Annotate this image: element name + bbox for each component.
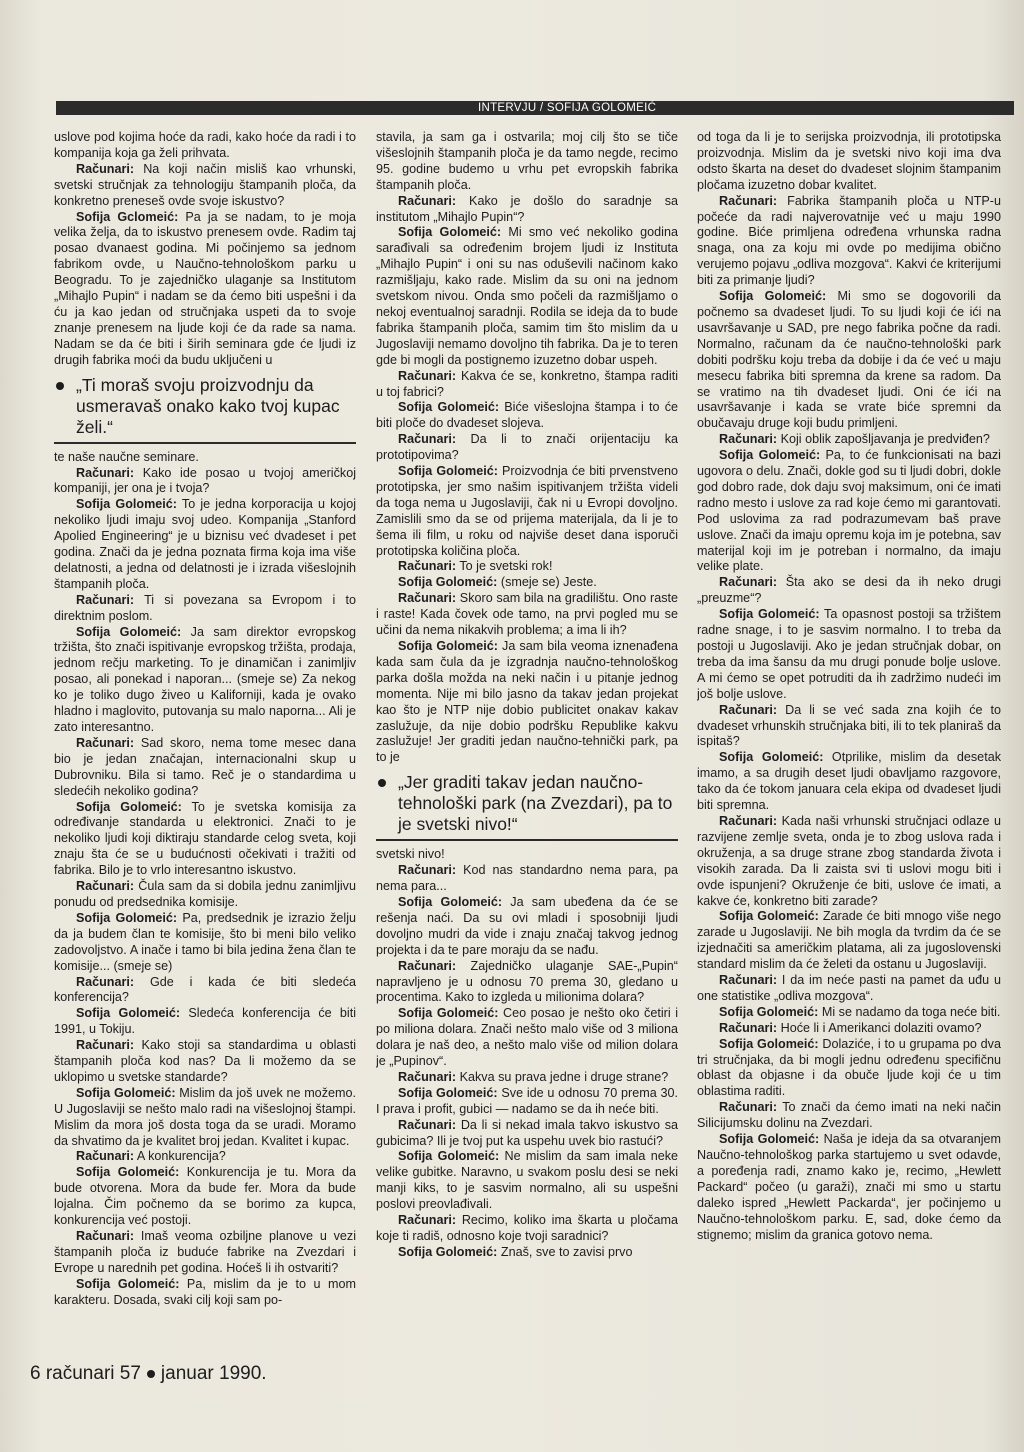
speaker-label: Sofija Gclomeić: bbox=[76, 209, 179, 224]
paragraph bbox=[697, 575, 1001, 607]
speaker-label: Sofija Golomeić: bbox=[719, 607, 820, 622]
paragraph bbox=[697, 1132, 1001, 1243]
paragraph bbox=[376, 1149, 678, 1213]
footer-issue: 6 računari 57 bbox=[30, 1363, 141, 1384]
page-footer bbox=[30, 1362, 267, 1386]
paragraph bbox=[376, 863, 678, 895]
speaker-label: Sofija Golomeić: bbox=[398, 225, 502, 240]
speaker-label: Računari: bbox=[719, 1020, 778, 1035]
speaker-label: Računari: bbox=[719, 193, 778, 208]
speaker-label: Računari: bbox=[719, 575, 778, 590]
paragraph-text: (smeje se) Jeste. bbox=[497, 575, 597, 590]
speaker-label: Računari: bbox=[76, 1038, 135, 1053]
bullet-icon bbox=[56, 382, 64, 390]
speaker-label: Sofija Golomeić: bbox=[76, 1276, 180, 1291]
speaker-label: Računari: bbox=[398, 1069, 457, 1084]
paragraph bbox=[54, 911, 356, 975]
speaker-label: Sofija Golomeić: bbox=[398, 400, 500, 415]
paragraph-text: To je jedna korporacija u kojoj nekoliko ljudi imaju svoj udeo. Kompanija „Stanford Apolied Engineering“ je u biznisu već dvadeset i pet godina. Znači da je jedna poznata firma koja ima više delatnosti, a jedna od delatnosti je i izrada višeslojnih štampanih ploča. bbox=[54, 497, 356, 591]
paragraph-text: Da li se već sada zna kojih će to dvadeset vrhunskih stručnjaka biti, ili to tek planiraš da ispitaš? bbox=[697, 702, 1001, 749]
paragraph-text: Mi smo već nekoliko godina sarađivali sa određenim brojem ljudi iz Instituta „Mihajlo Pupin“ i oni su nas oduševili načinom kako razmišljaju, kako rade. Mislim da su oni na jednom svetskom nivou. Onda smo počeli da razmišljamo o nekoj eventualnoj saradnji. Rodila se ideja da to bude fabrika štampanih ploča, samim tim što mislim da u Jugoslaviji nemamo dovoljno tih fabrika. Da je to teren gde bi mogli da postignemo izuzetno dobar uspeh. bbox=[376, 225, 678, 367]
paragraph bbox=[54, 1149, 356, 1165]
paragraph bbox=[697, 750, 1001, 814]
text-column-2 bbox=[376, 130, 678, 1390]
speaker-label: Računari: bbox=[76, 465, 135, 480]
speaker-label: Sofija Golomeić: bbox=[76, 1165, 180, 1180]
paragraph-text: Otprilike, mislim da desetak imamo, a sa drugih deset ljudi obavljamo razgovore, tako da će tokom januara cela ekipa od dvadeset ljudi biti spremna. bbox=[697, 750, 1001, 813]
speaker-label: Sofija Golomeić: bbox=[398, 575, 498, 590]
paragraph bbox=[697, 1100, 1001, 1132]
speaker-label: Računari: bbox=[76, 1229, 135, 1243]
paragraph-text: Pa, mislim da je to u mom karakteru. Dosada, svaki cilj koji sam po- bbox=[54, 1276, 356, 1307]
paragraph bbox=[54, 625, 356, 736]
footer-date: januar 1990. bbox=[160, 1363, 267, 1384]
text-column-3 bbox=[697, 130, 1001, 1390]
speaker-label: Računari: bbox=[398, 1213, 457, 1228]
paragraph-text: Zajedničko ulaganje SAE-„Pupin“ napravljeno je u odnosu 70 prema 30, gledano u procentima. Kako to izgleda u milionima dolara? bbox=[376, 958, 678, 1005]
paragraph-text: Šta ako se desi da ih neko drugi „preuzme“? bbox=[697, 575, 1001, 606]
paragraph bbox=[54, 593, 356, 625]
paragraph bbox=[376, 591, 678, 639]
paragraph bbox=[376, 194, 678, 226]
speaker-label: Računari: bbox=[76, 879, 135, 894]
paragraph-text: Konkurencija je tu. Mora da bude otvorena. Mora da bude fer. Mora da bude lojalna. Čim počnemo da se borimo za kupca, konkurencija već postoji. bbox=[54, 1165, 356, 1228]
paragraph bbox=[376, 432, 678, 464]
paragraph bbox=[376, 1070, 678, 1086]
paragraph-text: Hoće li i Amerikanci dolaziti ovamo? bbox=[777, 1020, 982, 1035]
paragraph bbox=[697, 194, 1001, 289]
speaker-label: Računari: bbox=[719, 973, 778, 988]
paragraph-text: Recimo, koliko ima škarta u pločama koje ti radiš, odnosno koje tvoji saradnici? bbox=[376, 1213, 678, 1243]
speaker-label: Sofija Golomeić: bbox=[398, 464, 498, 479]
paragraph: svetski nivo! bbox=[376, 847, 445, 862]
speaker-label: Računari: bbox=[398, 559, 457, 574]
paragraph-text: I da im neće pasti na pamet da uđu u one statistike „odliva mozgova“. bbox=[697, 973, 1001, 1003]
paragraph bbox=[54, 1006, 356, 1038]
speaker-label: Računari: bbox=[719, 702, 778, 717]
paragraph-text: Na koji način misliš kao vrhunski, svetski stručnjak za tehnologiju štampanih ploča, da konkretno preneseš ovde svoje iskustvo? bbox=[54, 161, 356, 208]
speaker-label: Računari: bbox=[76, 735, 135, 750]
paragraph-text: Mislim da još uvek ne možemo. U Jugoslaviji se nešto malo radi na višeslojnoj štampi. Mislim da mora još dosta toga da se uradi. Moramo da shvatimo da je kvalitet broj jedan. Kvalitet i kupac. bbox=[54, 1085, 356, 1148]
text-column-1 bbox=[54, 130, 356, 1390]
paragraph bbox=[697, 814, 1001, 909]
speaker-label: Sofija Golomeić: bbox=[76, 1085, 176, 1100]
paragraph bbox=[376, 1086, 678, 1118]
paragraph: od toga da li je to serijska proizvodnja, ili prototipska proizvodnja. Mislim da je svetski nivo koji ima dva odsto škarta na deset do dvadeset slojnim štampanim pločama izuzetno dobar kvalitet. bbox=[697, 130, 1001, 192]
paragraph bbox=[54, 466, 356, 498]
speaker-label: Računari: bbox=[398, 193, 457, 208]
paragraph-text: Sad skoro, nema tome mesec dana bio je jedan značajan, internacionalni skup u Dubrovniku. Bila si tamo. Reč je o standardima u sledećih nekoliko godina? bbox=[54, 735, 356, 798]
paragraph-text: Kako je došlo do saradnje sa institutom „Mihajlo Pupin“? bbox=[376, 193, 678, 224]
speaker-label: Računari: bbox=[398, 368, 457, 383]
paragraph bbox=[697, 289, 1001, 432]
speaker-label: Sofija Golomeić: bbox=[76, 624, 182, 639]
speaker-label: Sofija Golomeić: bbox=[719, 1004, 819, 1019]
paragraph: te naše naučne seminare. bbox=[54, 449, 199, 464]
pull-quote bbox=[376, 772, 678, 841]
paragraph bbox=[697, 973, 1001, 1005]
paragraph-text: Ne mislim da sam imala neke velike gubitke. Naravno, u svakom poslu desi se neki manji kiks, to je sasvim normalno, ali su uspešni poslovi preovlađivali. bbox=[376, 1149, 678, 1212]
paragraph-text: Pa ja se nadam, to je moja velika želja, da to iskustvo prenesem ovde. Radim taj posao dvanaest godina. Mi počinjemo sa jednom fabrikom ovde, u Naučno-tehnološkom parku u Beogradu. To je zajedničko ulaganje sa Institutom „Mihajlo Pupin“ i nadam se da ćemo biti uspešni i da ću ja kao jedan od stručnjaka uspeti da to svoje znanje prenesem na ljude koji će da rade sa nama. Nadam se da će biti i širih seminara gde će ljudi iz drugih fabrika moći da budu uključeni u bbox=[54, 209, 356, 367]
bullet-icon bbox=[147, 1370, 155, 1378]
paragraph-text: Koji oblik zapošljavanja je predviđen? bbox=[777, 432, 990, 447]
paragraph-text: Kakva su prava jedne i druge strane? bbox=[456, 1069, 669, 1084]
pull-quote-text: „Ti moraš svoju proizvodnju da usmeravaš onako kako tvoj kupac želi.“ bbox=[76, 374, 340, 437]
paragraph bbox=[376, 464, 678, 559]
paragraph bbox=[697, 1021, 1001, 1037]
paragraph bbox=[376, 400, 678, 432]
bullet-icon bbox=[378, 779, 386, 787]
paragraph-text: Sledeća konferencija će biti 1991, u Tokiju. bbox=[54, 1006, 356, 1037]
paragraph bbox=[376, 639, 678, 766]
paragraph-text: To je svetska komisija za određivanje standarda u elektronici. Znači to je nekoliko ljudi koji diktiraju standarde celog sveta, koji znaju šta će se u budućnosti očekivati i tražiti od fabrika. Bilo je to vrlo interesantno iskustvo. bbox=[54, 799, 356, 878]
speaker-label: Sofija Golomeić: bbox=[76, 799, 182, 814]
speaker-label: Računari: bbox=[76, 1149, 135, 1164]
paragraph bbox=[54, 1086, 356, 1150]
paragraph bbox=[376, 1245, 678, 1261]
paragraph bbox=[54, 800, 356, 880]
paragraph-text: Ja sam bila veoma iznenađena kada sam čula da je izgradnja naučno-tehnološkog parka došla možda na neki način i u pitanje jednog momenta. Nije mi bilo jasno da takav jedan projekat kao što je NTP nije dobio publicitet onakav kakav zaslužuje, da nije dobio podršku Republike kakvu zaslužuje! Jer graditi jedan naučno-tehnički park, pa to je bbox=[376, 639, 678, 765]
paragraph bbox=[376, 959, 678, 1007]
paragraph-text: Kod nas standardno nema para, pa nema para... bbox=[376, 863, 678, 894]
paragraph-text: Mi smo se dogovorili da počnemo sa dvadeset ljudi. To su ljudi koji će ići na usavršavanje u SAD, pre nego fabrika počne da radi. Normalno, računam da će naučno-tehnološki park dobiti podršku koju treba da dobije i da će već u maju mesecu fabrika biti spremna da krene sa radom. Da se vratimo na tih dvadeset ljudi. Oni će ići na usavršavanje i kada se vrate biće spremni da obučavaju druge koji budu primljeni. bbox=[697, 289, 1001, 431]
paragraph-text: Kako stoji sa standardima u oblasti štampanih ploča kod nas? Da li možemo da se uklopimo u svetske standarde? bbox=[54, 1038, 356, 1084]
speaker-label: Sofija Golomeić: bbox=[398, 894, 503, 909]
speaker-label: Računari: bbox=[719, 1100, 778, 1115]
paragraph-text: Mi se nadamo da toga neće biti. bbox=[818, 1004, 1001, 1019]
paragraph-text: Dolaziće, i to u grupama po dva tri stručnjaka, da bi mogli jednu određenu specifičnu oblast da objasne i da obuče ljude koji će u tim oblastima raditi. bbox=[697, 1036, 1001, 1099]
speaker-label: Sofija Golomeić: bbox=[719, 1132, 820, 1147]
speaker-label: Računari: bbox=[398, 432, 457, 447]
paragraph bbox=[697, 448, 1001, 575]
paragraph-text: To znači da ćemo imati na neki način Silicijumsku dolinu na Zvezdari. bbox=[697, 1100, 1001, 1131]
paragraph-text: Pa, predsednik je izrazio želju da ja budem član te komisije, što bi meni bilo veliko zadovoljstvo. A inače i tamo bi bila jedina žena član te komisije... (smeje se) bbox=[54, 910, 356, 973]
paragraph bbox=[697, 432, 1001, 448]
paragraph bbox=[376, 895, 678, 959]
paragraph-text: Kako ide posao u tvojoj američkoj kompaniji, jer ona je i tvoja? bbox=[54, 465, 356, 496]
paragraph bbox=[54, 1038, 356, 1086]
paragraph bbox=[376, 1118, 678, 1150]
paragraph-text: Kada naši vrhunski stručnjaci odlaze u razvijene zemlje sveta, onda je to zbog uslova rada i okruženja, a sa druge strane zbog standarda života i visokih zarada. Da li zaista svi ti uslovi mogu biti i ovde ispunjeni? Okruženje će biti, uslove će imati, a kakve će, konkretno biti zarade? bbox=[697, 813, 1001, 908]
paragraph-text: Znaš, sve to zavisi prvo bbox=[497, 1244, 633, 1259]
speaker-label: Sofija Golomeić: bbox=[398, 1149, 500, 1164]
paragraph-text: Ta opasnost postoji sa tržištem radne snage, i to je sasvim normalno. I to treba da postoji u Jugoslaviji. Ako je jedan stručnjak dobar, on treba da ima šansu da mu drugi ponude bolje uslove. A mi ćemo se opet potruditi da ih zadržimo nudeći im još bolje uslove. bbox=[697, 607, 1001, 701]
paragraph bbox=[697, 1005, 1001, 1021]
speaker-label: Sofija Golomeić: bbox=[76, 497, 178, 512]
speaker-label: Sofija Golomeić: bbox=[719, 448, 821, 463]
paragraph: stavila, ja sam ga i ostvarila; moj cilj što se tiče višeslojnih štampanih ploča je da tamo negde, recimo 95. godine budemo u vrhu pet evropskih fabrika štampanih ploča. bbox=[376, 130, 678, 192]
paragraph-text: Kakva će se, konkretno, štampa raditi u toj fabrici? bbox=[376, 368, 678, 399]
paragraph bbox=[54, 736, 356, 800]
speaker-label: Računari: bbox=[398, 591, 457, 606]
paragraph-text: Biće višeslojna štampa i to će biti ploče do dvadeset slojeva. bbox=[376, 400, 678, 431]
paragraph bbox=[697, 909, 1001, 973]
section-banner bbox=[56, 101, 1014, 115]
speaker-label: Sofija Golomeić: bbox=[719, 289, 827, 304]
banner-title: INTERVJU / SOFIJA GOLOMEIĆ bbox=[478, 102, 657, 114]
paragraph bbox=[376, 1213, 678, 1245]
paragraph bbox=[54, 879, 356, 911]
paragraph-text: A konkurencija? bbox=[134, 1149, 226, 1164]
speaker-label: Sofija Golomeić: bbox=[719, 909, 819, 924]
paragraph-text: Čula sam da si dobila jednu zanimljivu ponudu od predsednika komisije. bbox=[54, 879, 356, 909]
paragraph bbox=[54, 162, 356, 210]
speaker-label: Sofija Golomeić: bbox=[76, 1006, 181, 1021]
paragraph-text: Naša je ideja da sa otvaranjem Naučno-tehnološkog parka startujemo u svet odavde, a poređenja radi, znamo kako je, recimo, „Hewlett Packard“ počeo (u garaži), znači mi smo u startu daleko ispred „Hewlett Packarda“, jer počinjemo u Naučno-tehnološkom parku. E, sad, doke ćemo da stignemo; mislim da granica gotovo nema. bbox=[697, 1132, 1001, 1242]
paragraph bbox=[376, 225, 678, 368]
speaker-label: Računari: bbox=[76, 161, 135, 176]
paragraph bbox=[376, 1006, 678, 1070]
paragraph-text: Proizvodnja će biti prvenstveno prototipska, jer smo našim ispitivanjem tržišta videli da toga nema u Jugoslaviji, čak ni u Evropi dovoljno. Zamislili smo da se od prijema materijala, da li je to šema ili film, u roku od najviše deset dana isporuči prototipska količina ploča. bbox=[376, 464, 678, 558]
paragraph-text: Fabrika štampanih ploča u NTP-u počeće da radi najverovatnije već u maju 1990 godine. Biće primljena određena vrhunska radna snaga, ona za koju mi ovde po medijima obično verujemo pojavu „odliva mozgova“. Kakvi će kriterijumi biti za primanje ljudi? bbox=[697, 193, 1001, 288]
paragraph-text: Ja sam ubeđena da će se rešenja naći. Da su ovi mladi i sposobniji ljudi dovoljno mudri da vide i znaju značaj takvog jednog projekta i da te pare moraju da se nađu. bbox=[376, 894, 678, 957]
paragraph-text: Ti si povezana sa Evropom i to direktnim poslom. bbox=[54, 592, 356, 623]
paragraph bbox=[54, 1277, 356, 1309]
paragraph-text: Ceo posao je nešto oko četiri i po miliona dolara. Znači nešto malo više od 3 miliona dolara je naš deo, a nešto malo više od milion dolara je „Pupinov“. bbox=[376, 1006, 678, 1069]
paragraph: uslove pod kojima hoće da radi, kako hoće da radi i to kompanija koja ga želi prihvata. bbox=[54, 130, 356, 160]
paragraph bbox=[54, 497, 356, 592]
paragraph-text: To je svetski rok! bbox=[456, 559, 553, 574]
speaker-label: Računari: bbox=[398, 1117, 457, 1132]
pull-quote bbox=[54, 375, 356, 444]
paragraph-text: Gde i kada će biti sledeća konferencija? bbox=[54, 974, 356, 1005]
paragraph bbox=[697, 1037, 1001, 1101]
paragraph bbox=[376, 559, 678, 575]
paragraph-text: Zarade će biti mnogo više nego zarade u Jugoslaviji. Ne bih mogla da tvrdim da će se izjednačiti sa američkim platama, ali za jugoslovenski standard mislim da će želeti da ostanu u Jugoslaviji. bbox=[697, 909, 1001, 972]
paragraph-text: Sve ide u odnosu 70 prema 30. I prava i profit, gubici — nadamo se da ih neće biti. bbox=[376, 1085, 678, 1116]
speaker-label: Sofija Golomeić: bbox=[398, 639, 498, 653]
speaker-label: Sofija Golomeić: bbox=[398, 1244, 498, 1259]
paragraph bbox=[54, 1165, 356, 1229]
paragraph bbox=[54, 1229, 356, 1277]
speaker-label: Računari: bbox=[76, 974, 135, 989]
paragraph-text: Imaš veoma ozbiljne planove u vezi štampanih ploča iz buduće fabrike na Zvezdari i Evrope u narednih pet godina. Hoćeš li ih ostvariti? bbox=[54, 1229, 356, 1275]
speaker-label: Računari: bbox=[76, 592, 135, 607]
paragraph bbox=[54, 975, 356, 1007]
paragraph-text: Ja sam direktor evropskog tržišta, što znači ispitivanje evropskog tržišta, prodaja, jednom rečju marketing. To je dinamičan i zanimljiv posao, ali ponekad i naporan... (smeje se) Za nekog ko je toliko dugo živeo u Kaliforniji, kada je ovako hladno i maglovito, putovanja su malo naporna... Ali je zato interesantno. bbox=[54, 624, 356, 734]
speaker-label: Sofija Golomeić: bbox=[719, 1036, 819, 1051]
paragraph-text: Pa, to će funkcionisati na bazi ugovora o delu. Znači, dokle god su ti ljudi dobri, dokle god dobro rade, dok daju svoj maksimum, oni će imati radno mesto i uslove za rad koje ćemo mi garantovati. Pod uslovima za rad podrazumevam baš prave uslove. Znači da imaju opremu koja im je potebna, sav materijal koji im je potreban i normalno, da imaju velike plate. bbox=[697, 448, 1001, 574]
pull-quote-text: „Jer graditi takav jedan naučno-tehnološki park (na Zvezdari), pa to je svetski nivo!“ bbox=[398, 772, 673, 835]
speaker-label: Računari: bbox=[398, 863, 457, 878]
speaker-label: Računari: bbox=[719, 432, 778, 447]
paragraph-text: Da li to znači orijentaciju ka prototipovima? bbox=[376, 432, 678, 463]
paragraph bbox=[376, 575, 678, 591]
paragraph bbox=[376, 369, 678, 401]
paragraph-text: Da li si nekad imala takvo iskustvo sa gubicima? Ili je tvoj put ka uspehu uvek bio rastući? bbox=[376, 1117, 678, 1148]
speaker-label: Sofija Golomeić: bbox=[76, 910, 178, 925]
speaker-label: Sofija Golomeić: bbox=[398, 1006, 499, 1021]
speaker-label: Računari: bbox=[719, 813, 778, 828]
paragraph-text: Skoro sam bila na gradilištu. Ono raste i raste! Kada čovek ode tamo, na prvi pogled mu se učini da nema nikakvih problema; a ima li ih? bbox=[376, 591, 678, 638]
paragraph bbox=[697, 607, 1001, 702]
paragraph bbox=[54, 210, 356, 369]
paragraph bbox=[697, 703, 1001, 751]
speaker-label: Sofija Golomeić: bbox=[719, 750, 824, 765]
speaker-label: Računari: bbox=[398, 958, 457, 973]
speaker-label: Sofija Golomeić: bbox=[398, 1085, 498, 1100]
